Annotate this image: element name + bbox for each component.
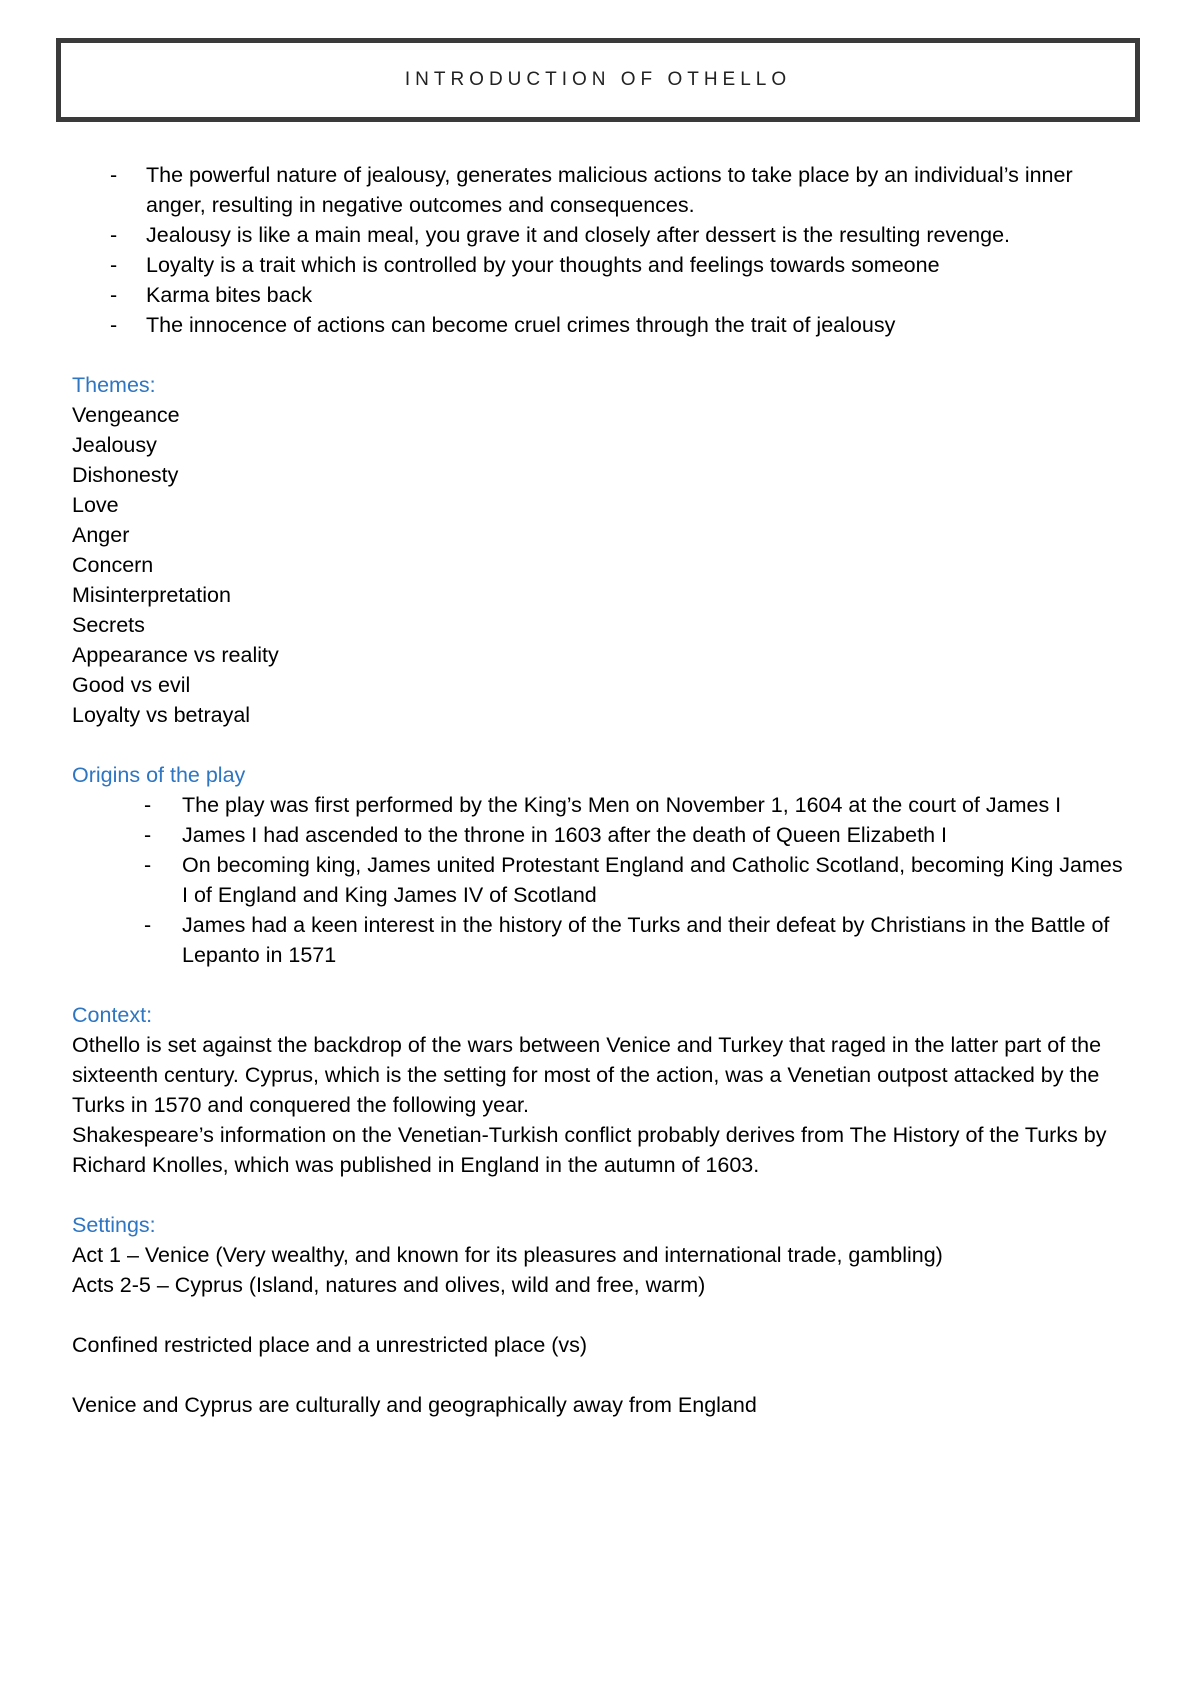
- intro-bullet: [72, 250, 1132, 280]
- bullet-dash: -: [110, 253, 118, 277]
- settings-line: Acts 2-5 – Cyprus (Island, natures and olives, wild and free, warm): [72, 1273, 706, 1297]
- bullet-dash: -: [144, 853, 152, 877]
- intro-bullet: [72, 280, 1132, 310]
- document-body: [72, 160, 1132, 1420]
- intro-bullet-text: The innocence of actions can become cruel crimes through the trait of jealousy: [146, 313, 896, 337]
- origins-bullet-list: [72, 790, 1132, 970]
- theme-item: Concern: [72, 553, 154, 577]
- settings-heading: Settings:: [72, 1213, 156, 1237]
- theme-item: Jealousy: [72, 433, 157, 457]
- origins-bullet-text: The play was first performed by the King’s Men on November 1, 1604 at the court of James I: [182, 793, 1062, 817]
- origins-heading: Origins of the play: [72, 763, 246, 787]
- theme-item: Secrets: [72, 613, 145, 637]
- themes-heading: Themes:: [72, 373, 156, 397]
- origins-bullet: [72, 910, 1132, 970]
- intro-bullet-text: Jealousy is like a main meal, you grave it and closely after dessert is the resulting revenge.: [146, 223, 1011, 247]
- theme-item: Good vs evil: [72, 673, 191, 697]
- bullet-dash: -: [110, 313, 118, 337]
- origins-bullet: [72, 850, 1132, 910]
- bullet-dash: -: [144, 823, 152, 847]
- theme-item: Love: [72, 493, 119, 517]
- title-box: [56, 38, 1140, 122]
- theme-item: Dishonesty: [72, 463, 179, 487]
- intro-bullet: [72, 160, 1132, 220]
- context-heading: Context:: [72, 1003, 153, 1027]
- intro-bullet: [72, 310, 1132, 340]
- origins-bullet-text: On becoming king, James united Protestant England and Catholic Scotland, becoming King James I of England and King James IV of Scotland: [182, 853, 1123, 907]
- theme-item: Loyalty vs betrayal: [72, 703, 251, 727]
- origins-bullet: [72, 790, 1132, 820]
- theme-item: Appearance vs reality: [72, 643, 279, 667]
- spacer: [72, 1360, 1132, 1390]
- origins-bullet-text: James had a keen interest in the history of the Turks and their defeat by Christians in the Battle of Lepanto in 1571: [182, 913, 1110, 967]
- theme-item: Anger: [72, 523, 130, 547]
- intro-bullet: [72, 220, 1132, 250]
- theme-item: Misinterpretation: [72, 583, 231, 607]
- context-paragraph: Shakespeare’s information on the Venetian-Turkish conflict probably derives from The History of the Turks by Richard Knolles, which was published in England in the autumn of 1603.: [72, 1123, 1107, 1177]
- settings-line: Act 1 – Venice (Very wealthy, and known for its pleasures and international trade, gambling): [72, 1243, 943, 1267]
- bullet-dash: -: [110, 223, 118, 247]
- origins-bullet-text: James I had ascended to the throne in 1603 after the death of Queen Elizabeth I: [182, 823, 947, 847]
- settings-note: Venice and Cyprus are culturally and geographically away from England: [72, 1393, 757, 1417]
- intro-bullet-text: The powerful nature of jealousy, generates malicious actions to take place by an individual’s inner anger, resulting in negative outcomes and consequences.: [146, 163, 1073, 217]
- document-title: INTRODUCTION OF OTHELLO: [404, 69, 792, 90]
- intro-bullet-text: Loyalty is a trait which is controlled by your thoughts and feelings towards someone: [146, 253, 940, 277]
- context-paragraph: Othello is set against the backdrop of the wars between Venice and Turkey that raged in the latter part of the sixteenth century. Cyprus, which is the setting for most of the action, was a Venetian outpost attacked by the Turks in 1570 and conquered the following year.: [72, 1033, 1102, 1117]
- settings-note: Confined restricted place and a unrestricted place (vs): [72, 1333, 588, 1357]
- bullet-dash: -: [144, 793, 152, 817]
- bullet-dash: -: [110, 163, 118, 187]
- bullet-dash: -: [110, 283, 118, 307]
- origins-bullet: [72, 820, 1132, 850]
- intro-bullet-text: Karma bites back: [146, 283, 313, 307]
- theme-item: Vengeance: [72, 403, 180, 427]
- intro-bullet-list: [72, 160, 1132, 340]
- bullet-dash: -: [144, 913, 152, 937]
- themes-list: [72, 400, 1132, 730]
- spacer: [72, 1300, 1132, 1330]
